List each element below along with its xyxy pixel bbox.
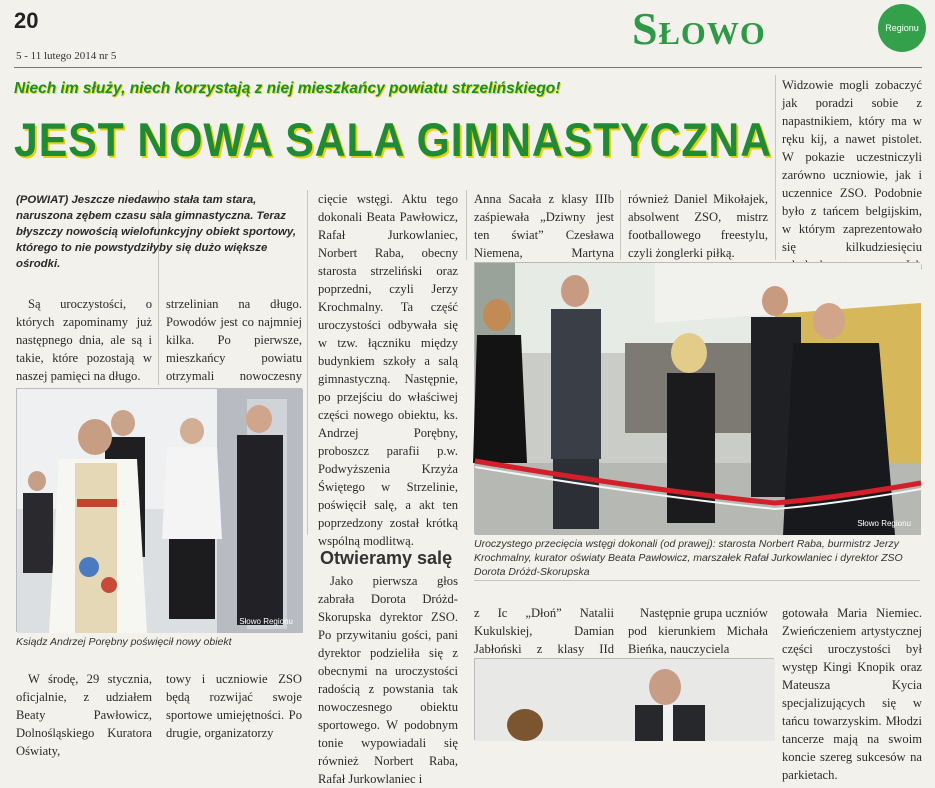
article-headline: JEST NOWA SALA GIMNASTYCZNA — [14, 113, 773, 166]
paragraph: W środę, 29 stycznia, oficjalnie, z udziałem Beaty Pawłowicz, Dolnośląskiego Kuratora Oświaty, — [16, 672, 152, 758]
paragraph: Następnie grupa uczniów pod kierunkiem Michała Bieńka, nauczyciela — [628, 606, 768, 656]
column-divider — [775, 75, 776, 260]
article-lead: (POWIAT) Jeszcze niedawno stała tam stara, naruszona zębem czasu sala gimnastyczna. Teraz błyszczy nowością wielofunkcyjny obiekt sportowy, którego to nie powstydziłyby się dużo większe ośrodki. — [16, 194, 296, 270]
column-6-bottom-text — [782, 604, 922, 784]
photo-ribbon-cutting — [474, 262, 920, 534]
column-divider — [307, 190, 308, 535]
article-kicker: Niech im służy, niech korzystają z niej mieszkańcy powiatu strzelińskiego! — [14, 80, 561, 97]
photo-blessing-caption: Ksiądz Andrzej Porębny poświęcił nowy obiekt — [16, 636, 232, 648]
column-5-bottom-text — [628, 604, 768, 658]
photo-watermark: Słowo Regionu — [857, 519, 911, 528]
photo-blessing-image — [17, 389, 303, 633]
paragraph: Anna Sacała z klasy IIIb zaśpiewała „Dziwny jest ten świat” Czesława Niemena, Martyna — [474, 192, 614, 260]
photo-ribbon-cutting-image — [475, 263, 921, 535]
paragraph: towy i uczniowie ZSO będą rozwijać swoje sportowe umiejętności. Po drugie, organizatorzy — [166, 672, 302, 740]
paragraph: Są uroczystości, o których zapominamy już następnego dnia, ale są i takie, które pozostają w naszej pamięci na długo. — [16, 297, 152, 383]
column-divider — [466, 190, 467, 260]
logo-badge: Regionu — [878, 4, 926, 52]
paragraph: również Daniel Mikołajek, absolwent ZSO, mistrz footballowego freestylu, czyli żonglerki piłką. — [628, 192, 768, 260]
column-3-bottom-text — [318, 572, 458, 788]
column-1-text — [16, 295, 152, 385]
issue-dateline: 5 - 11 lutego 2014 nr 5 — [16, 50, 117, 62]
newspaper-logo: Słowo — [632, 3, 766, 54]
photo-blessing — [16, 388, 302, 632]
photo-watermark: Słowo Regionu — [239, 617, 293, 626]
page-number: 20 — [14, 8, 39, 33]
paragraph: gotowała Maria Niemiec. Zwieńczeniem artystycznej części uroczystości był występ Kingi Knopik oraz Mateusza Kycia specjalizujących się w tańcu towarzyskim. Młodzi tancerze mają na swoim koncie szereg sukcesów na parkietach. — [782, 606, 922, 782]
paragraph: cięcie wstęgi. Aktu tego dokonali Beata Pawłowicz, Rafał Jurkowlaniec, Norbert Raba, obecny starosta strzeliński oraz poprzedni, czyli Jerzy Krochmalny. Ta część uroczystości odbywała się w tzw. łączniku między budynkiem szkoły a salą gimnastyczną. Następnie, po przejściu do właściwej części nowego obiektu, ks. Andrzej Porębny, proboszcz parafii p.w. Podwyższenia Krzyża Świętego w Strzelinie, poświęcił salę, a akt ten poprzedzony został krótką wspólną modlitwą. — [318, 192, 458, 548]
section-subhead: Otwieramy salę — [320, 548, 453, 568]
paragraph: Jako pierwsza głos zabrała Dorota Dróżd-Skorupska dyrektor ZSO. Po przywitaniu gości, pani dyrektor podzieliła się z obecnymi na uroczystości radością z powstania tak nowoczesnego obiektu sportowego. W podobnym tonie wypowiadali się również Norbert Raba, Rafał Jurkowlaniec i — [318, 574, 458, 786]
column-2-bottom-text — [166, 670, 302, 742]
paragraph: strzelinian na długo. Powodów jest co najmniej kilka. Po pierwsze, mieszkańcy powiatu otrzymali nowoczesny — [166, 297, 302, 383]
column-divider — [620, 190, 621, 260]
paragraph: z Ic „Dłoń” Natalii Kukulskiej, Damian Jabłoński z klasy IId — [474, 606, 614, 656]
photo-ribbon-cutting-caption: Uroczystego przecięcia wstęgi dokonali (od prawej): starosta Norbert Raba, burmistrz Jerzy Krochmalny, kurator oświaty Beata Pawłowicz, marszałek Rafał Jurkowlaniec i dyrektor ZSO Dorota Dróżd-Skorupska — [474, 538, 903, 578]
column-2-text — [166, 295, 302, 403]
column-1-bottom-text — [16, 670, 152, 760]
column-6-text — [782, 76, 922, 292]
masthead-rule — [14, 67, 922, 68]
photo-dancers-image — [475, 659, 775, 741]
paragraph: Widzowie mogli zobaczyć jak poradzi sobie z napastnikiem, który ma w ręku kij, a nawet pistolet. W pokazie uczestniczyli zarówno uczniowie, jak i uczennice ZSO. Podobnie było z tańcem belgijskim, w którym zaprezentowało się kilkudziesięciu — [782, 78, 922, 254]
column-3-text — [318, 190, 458, 550]
column-5-text — [628, 190, 768, 262]
photo-dancers — [474, 658, 774, 740]
caption-rule — [474, 580, 920, 581]
